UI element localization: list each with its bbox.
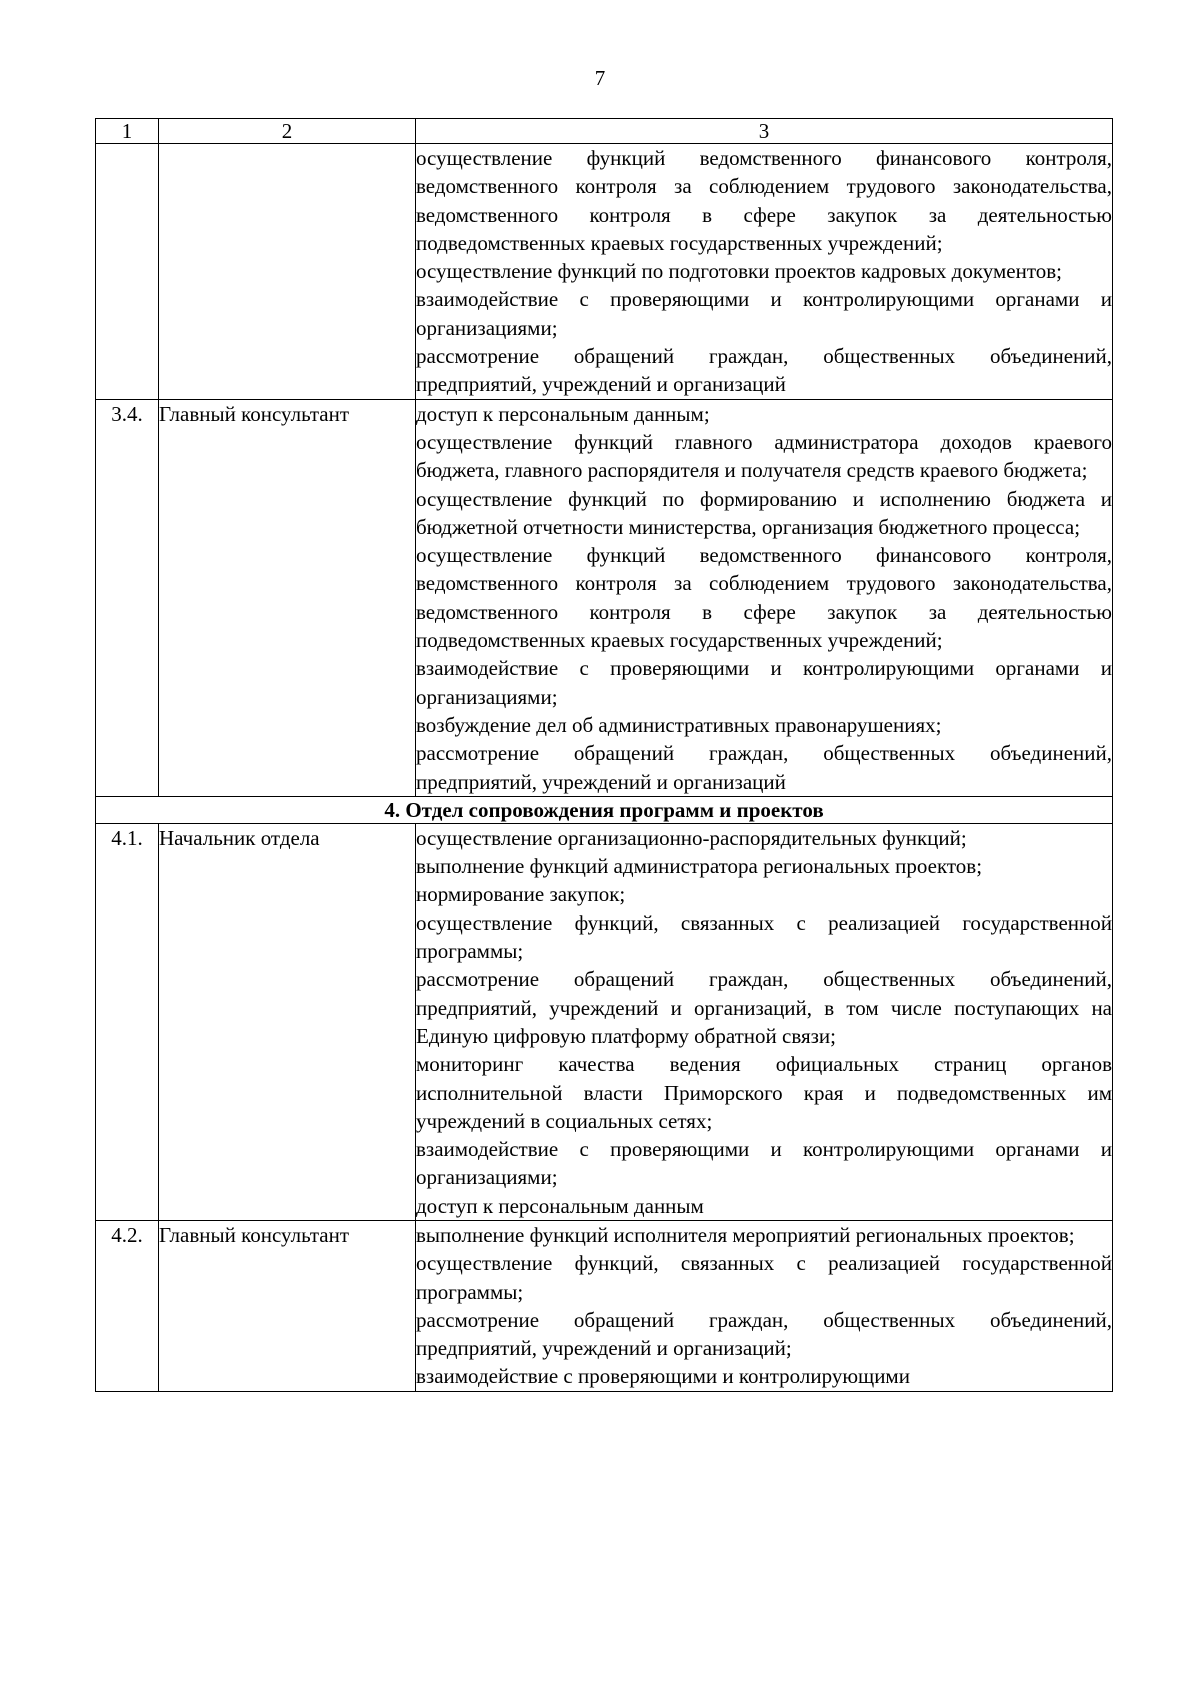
- duty-item: выполнение функций исполнителя мероприятий региональных проектов;: [416, 1222, 1075, 1247]
- duty-item: рассмотрение обращений граждан, общественных объединений, предприятий, учреждений и организаций;: [416, 1307, 1112, 1361]
- duty-item: взаимодействие с проверяющими и контролирующими органами и организациями;: [416, 287, 1112, 340]
- position-title: Главный консультант: [159, 1220, 416, 1391]
- duty-item: осуществление функций ведомственного финансового контроля, ведомственного контроля за соблюдением трудового законодательства, ведомственного контроля в сфере закупок за деятельностью подведомственных краевых государственных учреждений;: [416, 543, 1112, 653]
- duty-item: взаимодействие с проверяющими и контролирующими органами и организациями;: [416, 1137, 1112, 1190]
- duty-item: рассмотрение обращений граждан, общественных объединений, предприятий, учреждений и организаций: [416, 344, 1112, 397]
- duty-item: доступ к персональным данным: [416, 1193, 704, 1218]
- row-number: 3.4.: [96, 399, 159, 796]
- duty-item: возбуждение дел об административных правонарушениях;: [416, 712, 942, 737]
- duty-item: осуществление функций, связанных с реализацией государственной программы;: [416, 910, 1112, 964]
- column-number-1: 1: [96, 119, 159, 144]
- table-row: [96, 399, 1113, 796]
- duty-item: выполнение функций администратора региональных проектов;: [416, 854, 983, 879]
- table-row: [96, 823, 1113, 1220]
- duty-item: доступ к персональным данным;: [416, 401, 710, 426]
- duty-item: осуществление организационно-распорядительных функций;: [416, 825, 967, 850]
- duty-item: взаимодействие с проверяющими и контролирующими органами и организациями;: [416, 656, 1112, 709]
- duty-item: рассмотрение обращений граждан, общественных объединений, предприятий, учреждений и организаций: [416, 741, 1112, 794]
- duties-cell: [416, 399, 1113, 796]
- position-title: Главный консультант: [159, 399, 416, 796]
- table-row: [96, 144, 1113, 400]
- duty-item: взаимодействие с проверяющими и контролирующими: [416, 1364, 910, 1389]
- duty-item: мониторинг качества ведения официальных страниц органов исполнительной власти Приморского края и подведомственных им учреждений в социальных сетях;: [416, 1052, 1112, 1133]
- duty-item: осуществление функций ведомственного финансового контроля, ведомственного контроля за соблюдением трудового законодательства, ведомственного контроля в сфере закупок за деятельностью подведомственных краевых государственных учреждений;: [416, 146, 1112, 255]
- duty-item: рассмотрение обращений граждан, общественных объединений, предприятий, учреждений и организаций, в том числе поступающих на Единую цифровую платформу обратной связи;: [416, 967, 1112, 1048]
- duty-item: нормирование закупок;: [416, 882, 626, 907]
- row-number: 4.2.: [96, 1220, 159, 1391]
- duties-cell: [416, 823, 1113, 1220]
- column-number-2: 2: [159, 119, 416, 144]
- table-header-row: [96, 119, 1113, 144]
- duty-item: осуществление функций по формированию и исполнению бюджета и бюджетной отчетности министерства, организация бюджетного процесса;: [416, 486, 1112, 539]
- position-title: Начальник отдела: [159, 823, 416, 1220]
- duties-table: [95, 118, 1113, 1392]
- row-number: [96, 144, 159, 400]
- duties-cell: [416, 1220, 1113, 1391]
- row-number: 4.1.: [96, 823, 159, 1220]
- section-heading: 4. Отдел сопровождения программ и проектов: [96, 796, 1113, 823]
- duties-cell: [416, 144, 1113, 400]
- position-title: [159, 144, 416, 400]
- table-row: [96, 1220, 1113, 1391]
- duty-item: осуществление функций главного администратора доходов краевого бюджета, главного распорядителя и получателя средств краевого бюджета;: [416, 429, 1112, 483]
- section-row: [96, 796, 1113, 823]
- duty-item: осуществление функций по подготовки проектов кадровых документов;: [416, 259, 1062, 284]
- page-number: 7: [594, 66, 606, 90]
- duty-item: осуществление функций, связанных с реализацией государственной программы;: [416, 1251, 1112, 1304]
- column-number-3: 3: [416, 119, 1113, 144]
